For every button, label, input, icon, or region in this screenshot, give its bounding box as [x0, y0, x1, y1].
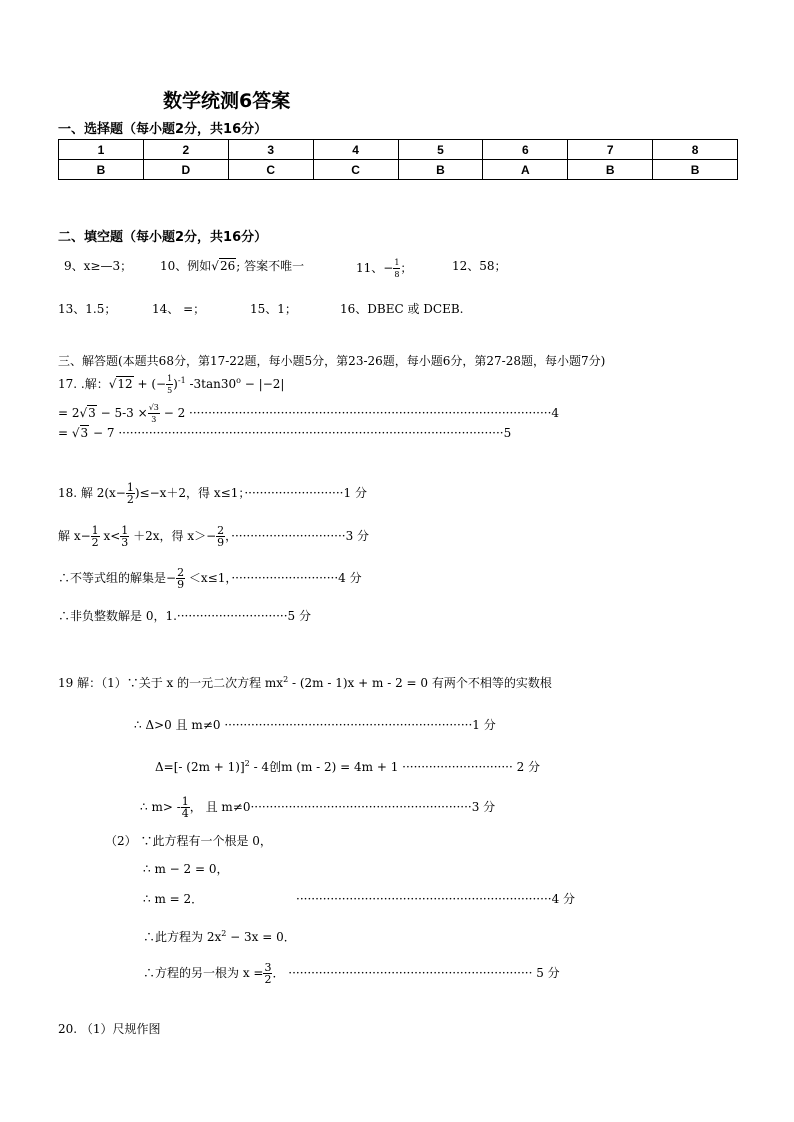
table-cell: 1	[59, 140, 144, 160]
q19-line7-score: ···································································4 分	[296, 892, 576, 906]
table-cell: 8	[653, 140, 738, 160]
q19-line4: ∴ m> - $\frac{1}{4}$ ， 且 m≠0··························································3 分	[140, 795, 496, 820]
answer-q15: 15、1；	[250, 302, 297, 316]
answer-q13: 13、1.5；	[58, 302, 117, 316]
q17-line2: = 2√3 − 5-3 × $\frac{√3}{3}$ − 2 ·······························································································4	[58, 403, 560, 424]
q18-line2: 解 x− $\frac{1}{2}$ x< $\frac{1}{3}$ ＋2x，得 x＞− $\frac{2}{9}$ ，······························3 分	[58, 524, 370, 549]
q19-line3: Δ=[- (2m + 1)]$^2$ - 4创m (m - 2) = 4m + 1 ····························· 2 分	[155, 759, 541, 774]
answer-q14: 14、 =；	[152, 302, 206, 316]
answer-q11: 11、− $\frac{1}{8}$ ；	[356, 258, 413, 279]
answer-q9: 9、x≥—3；	[64, 259, 133, 273]
table-cell: B	[653, 160, 738, 180]
table-cell: C	[228, 160, 313, 180]
table-cell: 4	[313, 140, 398, 160]
q19-line2: ∴ Δ>0 且 m≠0 ·································································1 分	[134, 718, 496, 732]
q17-line1: 17. .解：√12 + (− $\frac{1}{5}$ )$^{-1}$ $-3\tan 30^o - |-2|$	[58, 374, 285, 395]
q19-line8: ∴此方程为 $2x^2 - 3x = 0$．	[143, 929, 296, 944]
answer-table	[58, 139, 738, 180]
table-cell: 3	[228, 140, 313, 160]
table-cell: B	[59, 160, 144, 180]
table-cell: A	[483, 160, 568, 180]
table-row-numbers	[59, 140, 738, 160]
table-cell: 5	[398, 140, 483, 160]
table-cell: B	[398, 160, 483, 180]
table-cell: 2	[143, 140, 228, 160]
q17-line3: = √3 − 7 ·····································································································5	[58, 426, 512, 440]
answer-q10: 10、例如√26; 答案不唯一	[160, 259, 305, 273]
table-cell: C	[313, 160, 398, 180]
q18-line1: 18. 解 2(x− $\frac{1}{2}$ )≤−x＋2，得 x≤1；··························1 分	[58, 481, 367, 506]
section3-heading: 三、解答题(本题共68分，第17-22题，每小题5分，第23-26题，每小题6分，第27-28题，每小题7分)	[58, 354, 606, 368]
q20-line1: 20. （1）尺规作图	[58, 1022, 161, 1036]
answer-q12: 12、58；	[452, 259, 507, 273]
q18-line3: ∴不等式组的解集是− $\frac{2}{9}$ ＜x≤1，····························4 分	[58, 566, 362, 591]
q19-line6: ∴ m − 2 = 0，	[143, 862, 229, 876]
page-title: 数学统测6答案	[163, 90, 291, 112]
table-row-answers	[59, 160, 738, 180]
q19-line9: ∴方程的另一根为 x = $\frac{3}{2}$ ． ································································ 5 分	[143, 961, 560, 986]
q19-line7: ∴ m = 2．	[143, 892, 204, 906]
section1-heading: 一、选择题（每小题2分，共16分）	[58, 122, 268, 137]
table-cell: B	[568, 160, 653, 180]
table-cell: 7	[568, 140, 653, 160]
table-cell: D	[143, 160, 228, 180]
q19-line1: 19 解：（1）∵关于 x 的一元二次方程 $mx^2 - (2m - 1)x + m - 2 = 0$ 有两个不相等的实数根	[58, 675, 552, 690]
q19-line5: （2） ∵此方程有一个根是 0，	[105, 834, 272, 848]
table-cell: 6	[483, 140, 568, 160]
section2-heading: 二、填空题（每小题2分，共16分）	[58, 230, 268, 245]
q18-line4: ∴非负整数解是 0，1.·····························5 分	[58, 609, 311, 623]
answer-q16: 16、DBEC 或 DCEB.	[340, 302, 464, 316]
